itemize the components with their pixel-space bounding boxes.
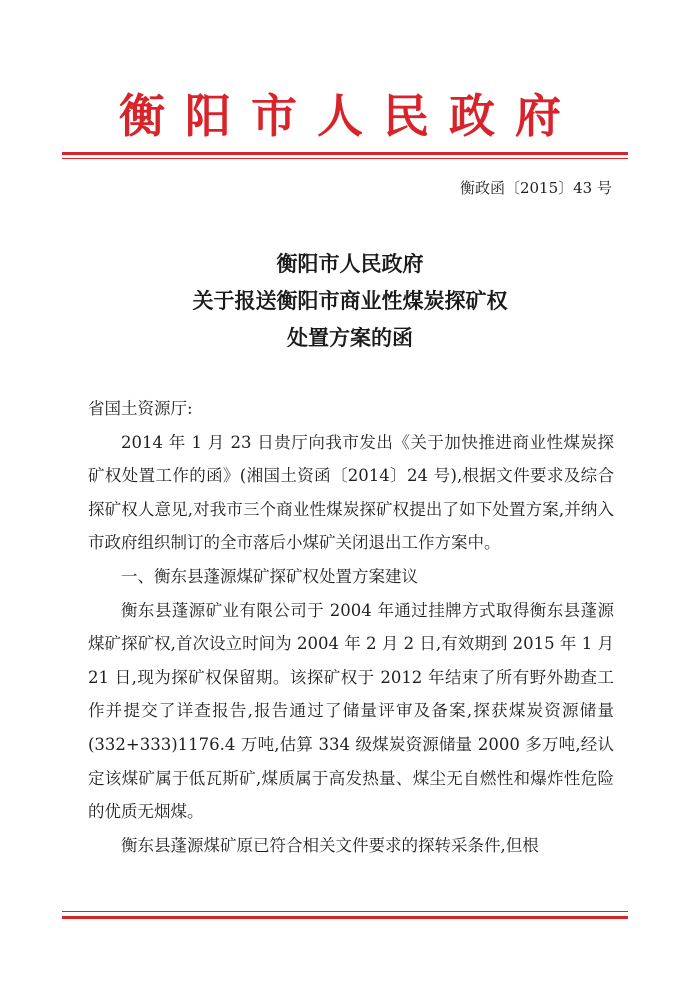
salutation: 省国土资源厅: bbox=[88, 399, 193, 418]
title-line-3: 处置方案的函 bbox=[287, 325, 413, 350]
footer-rule-thin bbox=[62, 911, 628, 912]
document-number: 衡政函〔2015〕43 号 bbox=[459, 179, 612, 197]
document-body bbox=[88, 392, 614, 862]
paragraph-intro: 2014 年 1 月 23 日贵厅向我市发出《关于加快推进商业性煤炭探矿权处置工作的函》(湘国土资函〔2014〕24 号),根据文件要求及综合探矿权人意见,对我市三个商业性煤炭探矿权提出了如下处置方案,并纳入市政府组织制订的全市落后小煤矿关闭退出工作方案中。 bbox=[88, 432, 614, 553]
title-line-1: 衡阳市人民政府 bbox=[276, 251, 424, 276]
footer-rule-thick bbox=[62, 916, 628, 919]
title-line-2: 关于报送衡阳市商业性煤炭探矿权 bbox=[192, 288, 508, 313]
header-rule-thin bbox=[62, 158, 628, 159]
section-heading-1: 一、衡东县蓬源煤矿探矿权处置方案建议 bbox=[121, 566, 418, 586]
paragraph-continued: 衡东县蓬源煤矿原已符合相关文件要求的探转采条件,但根 bbox=[121, 835, 539, 855]
organization-header: 衡阳市人民政府 bbox=[119, 89, 581, 143]
paragraph-penyuan: 衡东县蓬源矿业有限公司于 2004 年通过挂牌方式取得衡东县蓬源煤矿探矿权,首次设立时间为 2004 年 2 月 2 日,有效期到 2015 年 1 月 21 日,现为探矿权保留期。该探矿权于 2012 年结束了所有野外勘查工作并提交了详查报告,报告通过了储量评审及备案,探获煤炭资源储量(332+333)1176.4 万吨,估算 334 级煤炭资源储量 2000 多万吨,经认定该煤矿属于低瓦斯矿,煤质属于高发热量、煤尘无自燃性和爆炸性危险的优质无烟煤。 bbox=[88, 600, 614, 822]
document-title bbox=[0, 245, 700, 356]
header-rule-thick bbox=[62, 152, 628, 155]
